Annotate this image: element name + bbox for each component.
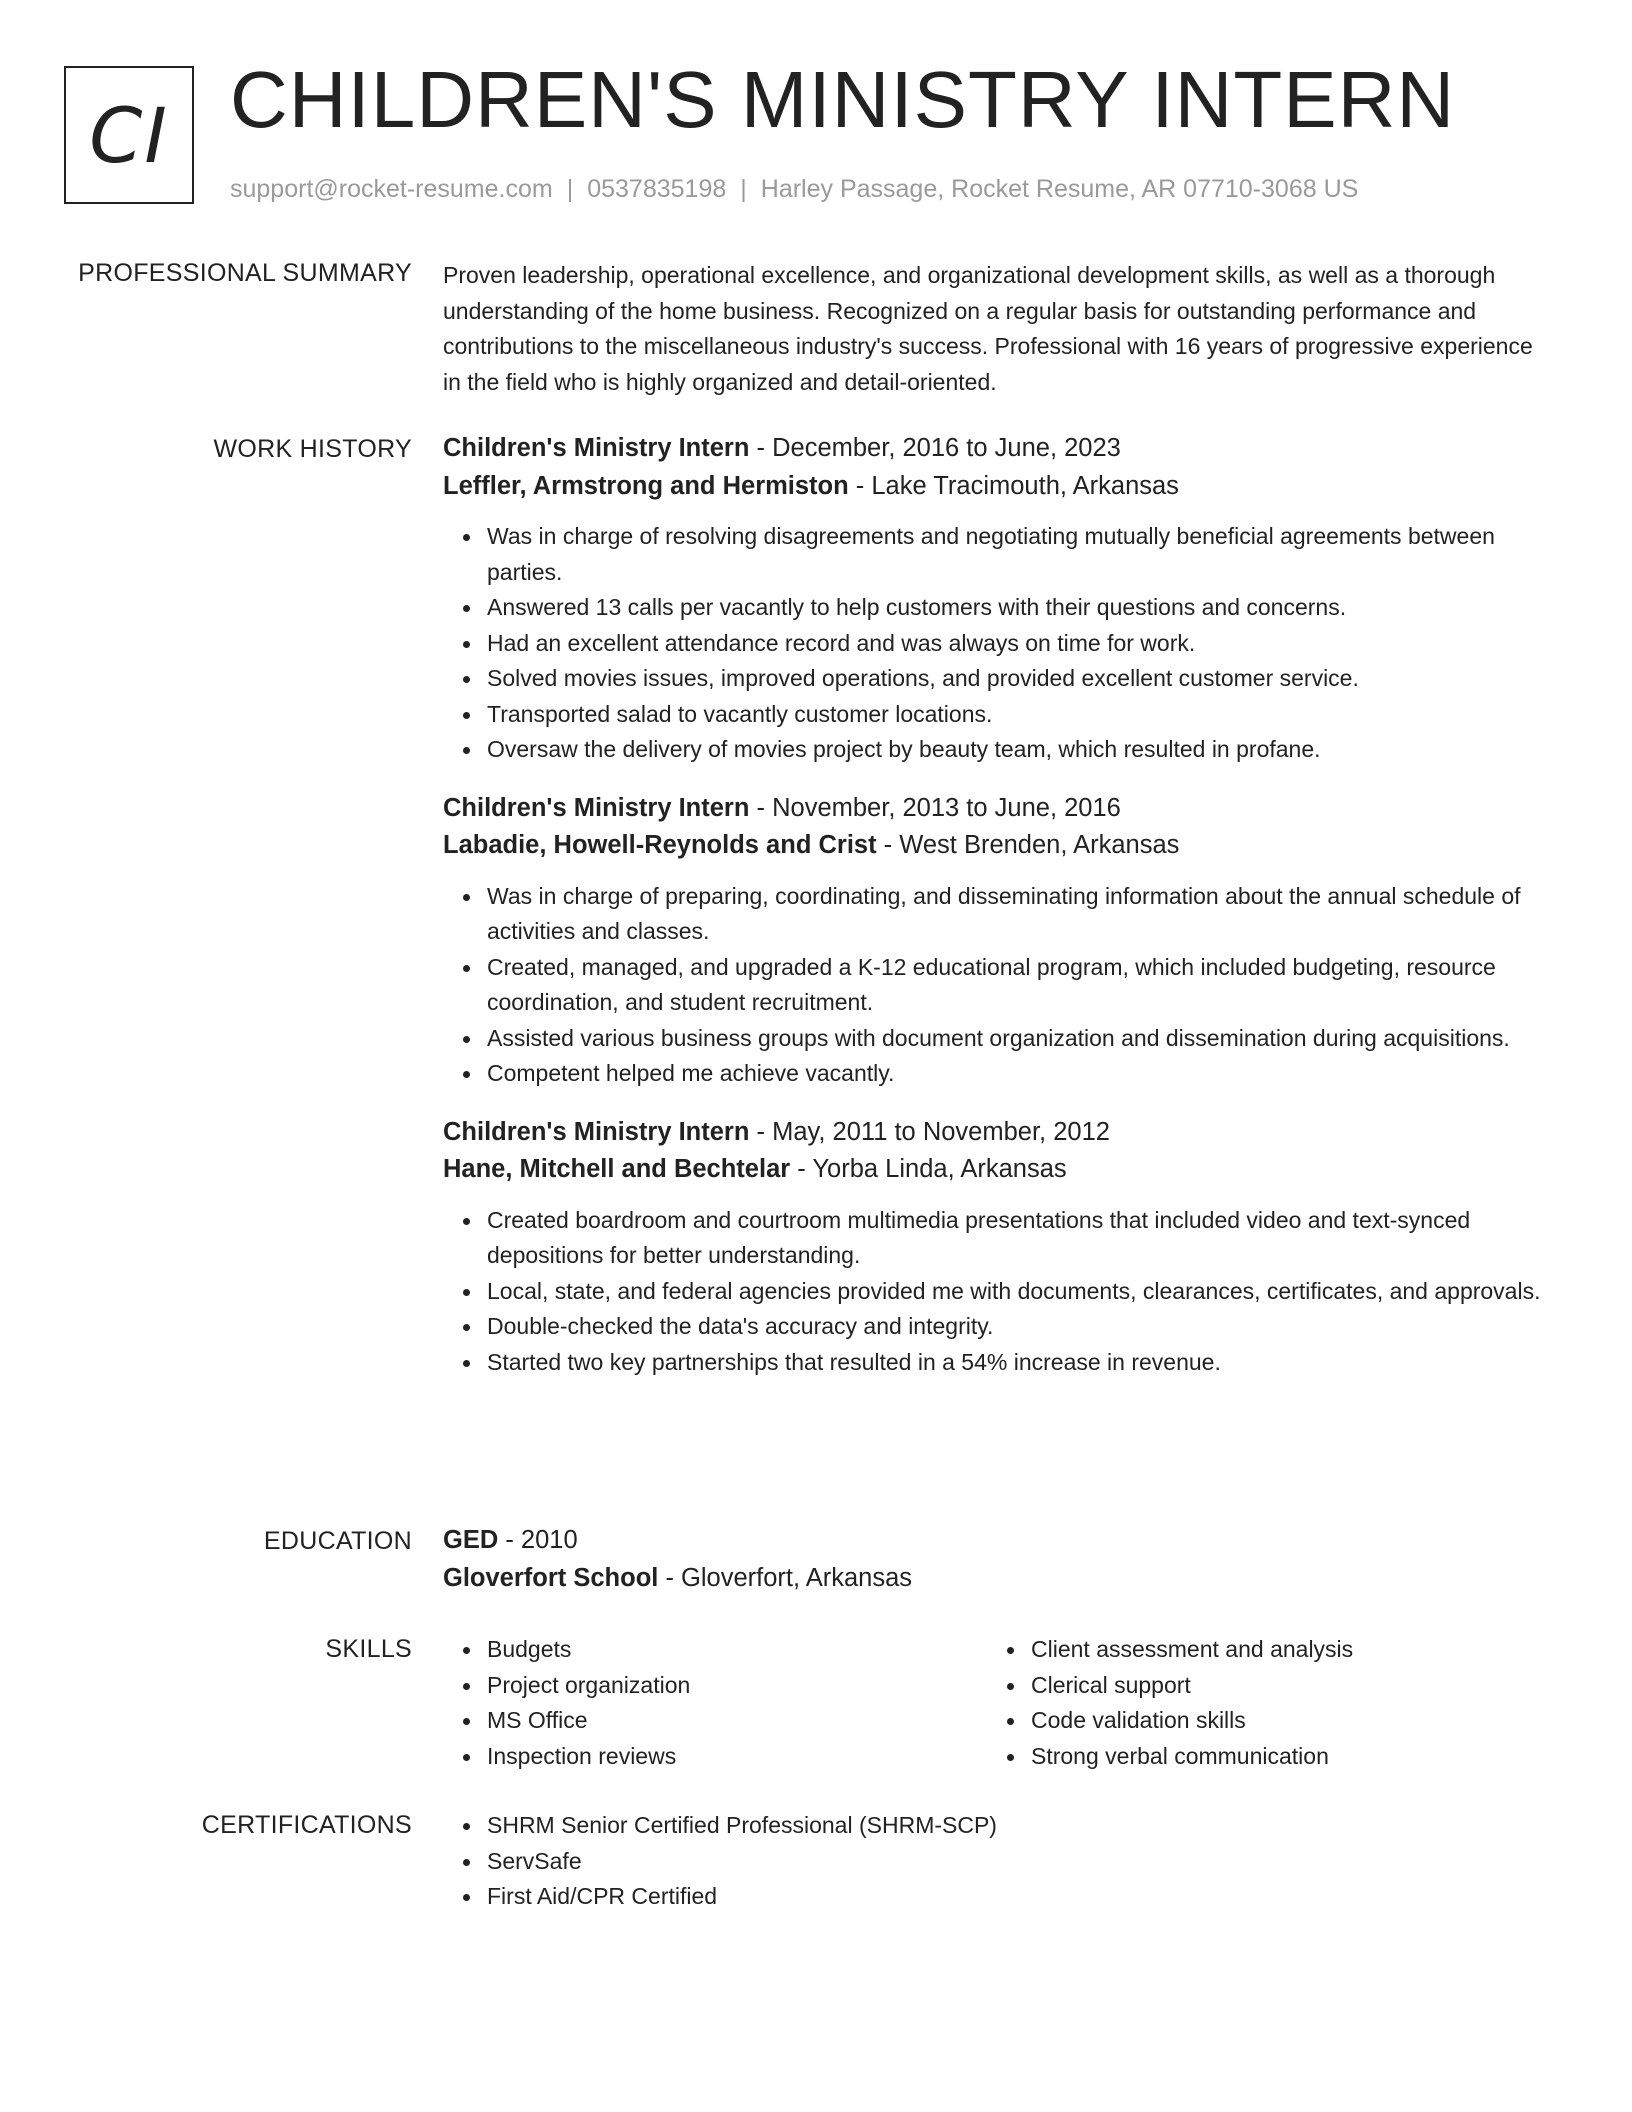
job-bullet: Double-checked the data's accuracy and integrity. (487, 1309, 1553, 1345)
contact-email[interactable]: support@rocket-resume.com (230, 175, 553, 203)
skill-item: Project organization (487, 1668, 987, 1704)
education-degree: GED (443, 1526, 499, 1554)
job-company-line (443, 1151, 1553, 1189)
skills-column-2 (987, 1632, 1531, 1774)
job-title-line (443, 430, 1553, 468)
contact-separator: | (566, 175, 574, 203)
skill-item: Code validation skills (1031, 1703, 1531, 1739)
skill-item: Strong verbal communication (1031, 1739, 1531, 1775)
job-entry (443, 790, 1553, 1092)
certifications-list (443, 1808, 1553, 1915)
summary-body (443, 258, 1553, 400)
skill-item: Clerical support (1031, 1668, 1531, 1704)
job-title: Children's Ministry Intern (443, 793, 750, 822)
job-dates: - May, 2011 to November, 2012 (749, 1117, 1110, 1146)
job-location: - West Brenden, Arkansas (876, 831, 1180, 859)
job-entry (443, 430, 1553, 768)
contact-line (230, 172, 1358, 206)
job-bullet: Transported salad to vacantly customer locations. (487, 697, 1553, 733)
job-title-line (443, 1114, 1553, 1152)
certification-item: ServSafe (487, 1844, 1553, 1880)
job-bullet: Had an excellent attendance record and was always on time for work. (487, 626, 1553, 662)
job-dates: - November, 2013 to June, 2016 (749, 793, 1121, 822)
skill-item: Inspection reviews (487, 1739, 987, 1775)
job-bullets (443, 879, 1553, 1092)
skills-label: SKILLS (325, 1635, 412, 1663)
work-history-body (443, 430, 1553, 1402)
job-bullet: Oversaw the delivery of movies project by beauty team, which resulted in profane. (487, 732, 1553, 768)
certification-item: SHRM Senior Certified Professional (SHRM-SCP) (487, 1808, 1553, 1844)
skill-item: Client assessment and analysis (1031, 1632, 1531, 1668)
education-year: - 2010 (498, 1526, 578, 1554)
work-history-label: WORK HISTORY (213, 435, 412, 463)
job-bullets (443, 1203, 1553, 1381)
contact-address: Harley Passage, Rocket Resume, AR 07710-3068 US (760, 175, 1359, 203)
job-company: Labadie, Howell-Reynolds and Crist (443, 831, 877, 859)
job-location: - Yorba Linda, Arkansas (790, 1155, 1067, 1183)
job-company-line (443, 468, 1553, 506)
job-bullet: Was in charge of resolving disagreements and negotiating mutually beneficial agreements between parties. (487, 519, 1553, 590)
job-title: Children's Ministry Intern (443, 434, 750, 462)
skills-body (443, 1632, 1553, 1774)
certification-item: First Aid/CPR Certified (487, 1879, 1553, 1915)
job-title: Children's Ministry Intern (443, 1117, 750, 1146)
job-bullet: Was in charge of preparing, coordinating, and disseminating information about the annual schedule of activities and classes. (487, 879, 1553, 950)
resume-title: CHILDREN'S MINISTRY INTERN (230, 55, 1456, 144)
job-bullet: Local, state, and federal agencies provided me with documents, clearances, certificates, and approvals. (487, 1274, 1553, 1310)
job-entry (443, 1114, 1553, 1381)
education-label: EDUCATION (263, 1527, 412, 1555)
job-location: - Lake Tracimouth, Arkansas (848, 471, 1179, 500)
skill-item: MS Office (487, 1703, 987, 1739)
job-company: Leffler, Armstrong and Hermiston (443, 471, 849, 500)
job-company-line (443, 827, 1553, 865)
education-school: Gloverfort School (443, 1563, 659, 1592)
skill-item: Budgets (487, 1632, 987, 1668)
job-title-line (443, 790, 1553, 828)
job-bullet: Started two key partnerships that resulted in a 54% increase in revenue. (487, 1345, 1553, 1381)
job-bullet: Answered 13 calls per vacantly to help customers with their questions and concerns. (487, 590, 1553, 626)
contact-separator: | (740, 175, 747, 203)
job-bullets (443, 519, 1553, 768)
skills-grid (443, 1632, 1553, 1774)
job-bullet: Competent helped me achieve vacantly. (487, 1056, 1553, 1092)
job-bullet: Solved movies issues, improved operations, and provided excellent customer service. (487, 661, 1553, 697)
job-bullet: Created boardroom and courtroom multimedia presentations that included video and text-synced depositions for better understanding. (487, 1203, 1553, 1274)
job-bullet: Created, managed, and upgraded a K-12 educational program, which included budgeting, resource coordination, and student recruitment. (487, 950, 1553, 1021)
education-school-line (443, 1560, 1553, 1598)
contact-phone[interactable]: 0537835198 (587, 175, 727, 203)
job-company: Hane, Mitchell and Bechtelar (443, 1155, 791, 1183)
job-bullet: Assisted various business groups with document organization and dissemination during acquisitions. (487, 1021, 1553, 1057)
summary-text: Proven leadership, operational excellence, and organizational development skills, as well as a thorough understanding of the home business. Recognized on a regular basis for outstanding performance and contributions to the miscellaneous industry's success. Professional with 16 years of progressive experience in the field who is highly organized and detail-oriented. (443, 262, 1533, 395)
skills-column-1 (443, 1632, 987, 1774)
education-location: - Gloverfort, Arkansas (658, 1563, 913, 1592)
summary-label: PROFESSIONAL SUMMARY (78, 259, 412, 287)
certifications-body (443, 1808, 1553, 1915)
job-dates: - December, 2016 to June, 2023 (749, 434, 1121, 462)
monogram-logo: CI (64, 66, 194, 204)
certifications-label: CERTIFICATIONS (201, 1811, 412, 1839)
education-degree-line (443, 1522, 1553, 1560)
education-body (443, 1522, 1553, 1597)
